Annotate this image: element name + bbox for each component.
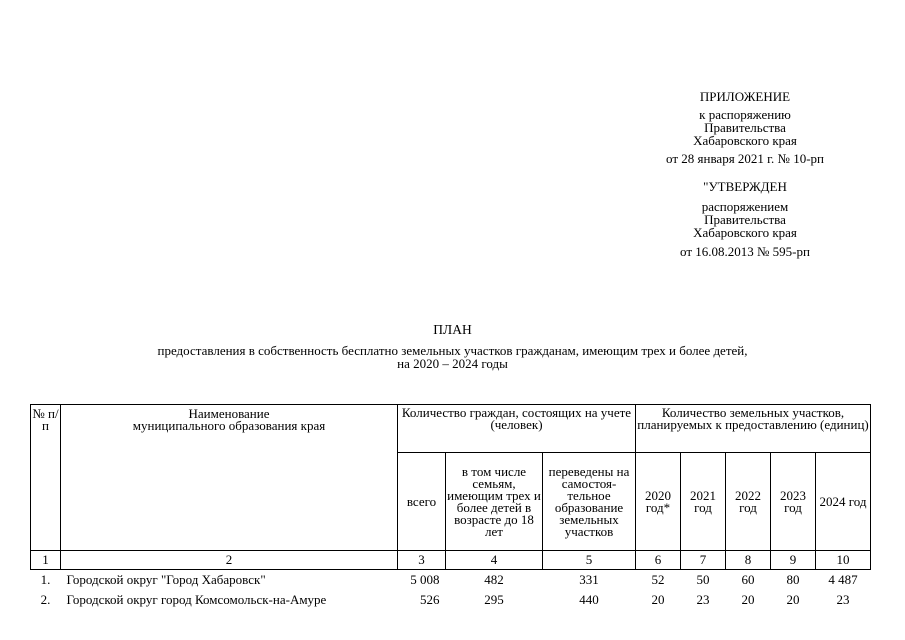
header-transferred: переведены на самостоя-тельное образование земельных участков [543, 453, 636, 551]
header-total: всего [398, 453, 446, 551]
row-year-2024: 4 487 [828, 572, 858, 587]
column-number-4: 4 [446, 551, 543, 570]
row-transferred: 440 [579, 592, 599, 607]
header-citizens-group: Количество граждан, состоящих на учете (человек) [398, 405, 636, 453]
row-year-2020: 20 [651, 592, 665, 607]
row-with-children: 482 [484, 572, 504, 587]
plan-title: ПЛАН [433, 322, 472, 337]
row-year-2020: 52 [651, 572, 665, 587]
header-number: № п/п [31, 405, 61, 551]
header-year-2021: 2021 год [681, 453, 726, 551]
header-municipality [61, 405, 398, 551]
row-year-2023: 20 [786, 592, 800, 607]
row-total: 5 008 [410, 572, 440, 587]
appendix-line-1: к распоряжению [699, 107, 791, 122]
approved-line-3: Хабаровского края [693, 225, 797, 240]
row-with-children: 295 [484, 592, 504, 607]
row-number: 2. [40, 592, 51, 607]
approved-line-4: от 16.08.2013 № 595-рп [680, 244, 810, 259]
approved-line-1: распоряжением [701, 199, 789, 214]
column-number-3: 3 [398, 551, 446, 570]
plan-subtitle-line-2: на 2020 – 2024 годы [397, 356, 508, 371]
column-number-8: 8 [726, 551, 771, 570]
row-municipality-name: Городской округ "Город Хабаровск" [66, 572, 266, 587]
header-year-2023: 2023 год [771, 453, 816, 551]
row-year-2022: 20 [741, 592, 755, 607]
header-municipality-line-2: муниципального образования края [132, 418, 326, 433]
header-year-2022: 2022 год [726, 453, 771, 551]
row-number: 1. [40, 572, 51, 587]
column-number-1: 1 [31, 551, 61, 570]
row-year-2024: 23 [836, 592, 850, 607]
appendix-line-3: Хабаровского края [693, 133, 797, 148]
column-number-10: 10 [816, 551, 871, 570]
column-number-5: 5 [543, 551, 636, 570]
appendix-block [640, 90, 850, 165]
header-with-children: в том числе семьям, имеющим трех и более детей в возрасте до 18 лет [446, 453, 543, 551]
row-year-2023: 80 [786, 572, 800, 587]
row-year-2021: 50 [696, 572, 710, 587]
row-municipality-name: Городской округ город Комсомольск-на-Амуре [66, 592, 327, 607]
appendix-title: ПРИЛОЖЕНИЕ [699, 89, 791, 104]
header-year-2024: 2024 год [816, 453, 871, 551]
table-row [31, 570, 871, 591]
approved-block [640, 180, 850, 258]
appendix-line-2: Правительства [704, 120, 786, 135]
plan-subtitle-line-1: предоставления в собственность бесплатно земельных участков гражданам, имеющим трех и более детей, [157, 343, 748, 358]
header-year-2020: 2020 год* [636, 453, 681, 551]
column-number-6: 6 [636, 551, 681, 570]
appendix-line-4: от 28 января 2021 г. № 10-рп [666, 151, 824, 166]
approved-title: "УТВЕРЖДЕН [703, 179, 787, 194]
column-number-7: 7 [681, 551, 726, 570]
column-number-9: 9 [771, 551, 816, 570]
plan-subtitle [60, 344, 845, 370]
row-transferred: 331 [579, 572, 599, 587]
row-year-2022: 60 [741, 572, 755, 587]
table-row [31, 590, 871, 610]
header-municipality-line-1: Наименование [188, 406, 270, 421]
row-year-2021: 23 [696, 592, 710, 607]
plan-table [30, 404, 871, 610]
column-number-2: 2 [61, 551, 398, 570]
row-total: 526 [420, 592, 440, 607]
header-plots-group: Количество земельных участков, планируемых к предоставлению (единиц) [636, 405, 871, 453]
approved-line-2: Правительства [704, 212, 786, 227]
